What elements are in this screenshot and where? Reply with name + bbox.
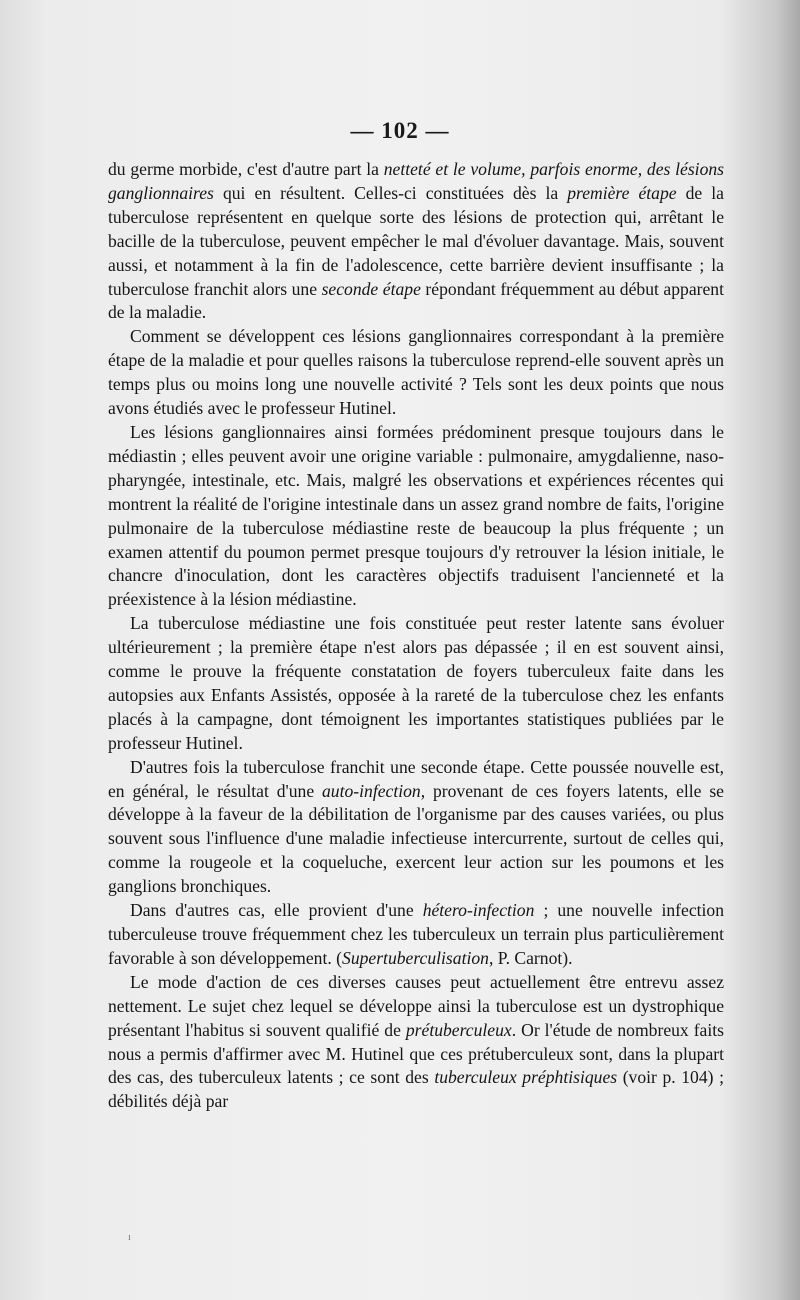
page-number: — 102 —	[350, 118, 450, 143]
italic-run: première étape	[567, 182, 677, 203]
paragraph	[108, 899, 724, 971]
paragraph	[108, 421, 724, 612]
italic-run: hétero-infection	[422, 900, 535, 921]
italic-run: prétuberculeux	[405, 1019, 512, 1040]
paragraph	[108, 325, 724, 421]
text-run: (voir p. 104) ; débilités déjà par	[108, 1067, 724, 1112]
text-run: , P. Carnot).	[488, 947, 573, 968]
text-run: Les lésions ganglionnaires ainsi formées prédominent presque toujours dans le médiastin ; elles peuvent avoir une origine variable : pulmonaire, amygdalienne, naso-pharyngée, intestinale, etc. Mais, malgré les observations et expériences récentes qui montrent la réalité de l'origine intestinale dans un assez grand nombre de faits, l'origine pulmonaire de la tuberculose médiastine reste de beaucoup la plus fréquente ; un examen attentif du poumon permet presque toujours d'y retrouver la lésion initiale, le chancre d'inoculation, dont les caractères objectifs traduisent l'ancienneté et la préexistence à la lésion médiastine.	[108, 421, 724, 610]
text-run: Comment se développent ces lésions ganglionnaires correspondant à la première étape de la maladie et pour quelles raisons la tuberculose reprend-elle souvent après un temps plus ou moins long une nouvelle activité ? Tels sont les deux points que nous avons étudiés avec le professeur Hutinel.	[108, 326, 724, 419]
text-run: ; une nouvelle infection tuberculeuse trouve fréquemment chez les tuberculeux un terrain plus particulièrement favorable à son développement. (	[108, 900, 724, 968]
italic-run: netteté et le volume, parfois enorme, des lésions ganglionnaires	[108, 159, 725, 203]
text-run: Dans d'autres cas, elle provient d'une	[130, 900, 423, 921]
italic-run: seconde étape	[321, 278, 421, 299]
text-run: répondant fréquemment au début apparent de la maladie.	[108, 278, 724, 323]
text-run: . Or l'étude de nombreux faits nous a permis d'affirmer avec M. Hutinel que ces prétuberculeux sont, dans la plupart des cas, des tuberculeux latents ; ce sont des	[108, 1019, 724, 1088]
text-run: du germe morbide, c'est d'autre part la	[108, 159, 384, 179]
italic-run: auto-infection	[322, 780, 421, 801]
text-run: de la tuberculose représentent en quelque sorte des lésions de protection qui, arrêtant le bacille de la tuberculose, peuvent empêcher le mal d'évoluer davantage. Mais, souvent aussi, et notamment à la fin de l'adolescence, cette barrière devient insuffisante ; la tuberculose franchit alors une	[108, 182, 724, 299]
italic-run: Supertuberculisation	[342, 947, 489, 968]
text-run: , provenant de ces foyers latents, elle se développe à la faveur de la débilitation de l'organisme par des causes variées, ou plus souvent sous l'influence d'une maladie infectieuse intercurrente, surtout de celles qui, comme la rougeole et la coqueluche, exercent leur action sur les poumons et les ganglions bronchiques.	[108, 780, 724, 897]
paragraph	[108, 756, 724, 899]
body-text	[108, 158, 724, 1114]
margin-mark: ı	[128, 1232, 131, 1243]
text-run: D'autres fois la tuberculose franchit une seconde étape. Cette poussée nouvelle est, en général, le résultat d'une	[108, 756, 724, 801]
paragraph	[108, 158, 724, 325]
paragraph	[108, 971, 724, 1114]
paragraph	[108, 612, 724, 755]
italic-run: tuberculeux préphtisiques	[434, 1067, 618, 1088]
text-run: qui en résultent. Celles-ci constituées dès la	[213, 182, 568, 203]
text-run: Le mode d'action de ces diverses causes peut actuellement être entrevu assez nettement. Le sujet chez lequel se développe ainsi la tuberculose est un dystrophique présentant l'habitus si souvent qualifié de	[108, 971, 724, 1040]
text-run: La tuberculose médiastine une fois constituée peut rester latente sans évoluer ultérieurement ; la première étape n'est alors pas dépassée ; il en est souvent ainsi, comme le prouve la fréquente constatation de foyers tuberculeux faite dans les autopsies aux Enfants Assistés, opposée à la rareté de la tuberculose chez les enfants placés à la campagne, dont témoignent les importantes statistiques publiées par le professeur Hutinel.	[108, 613, 724, 753]
